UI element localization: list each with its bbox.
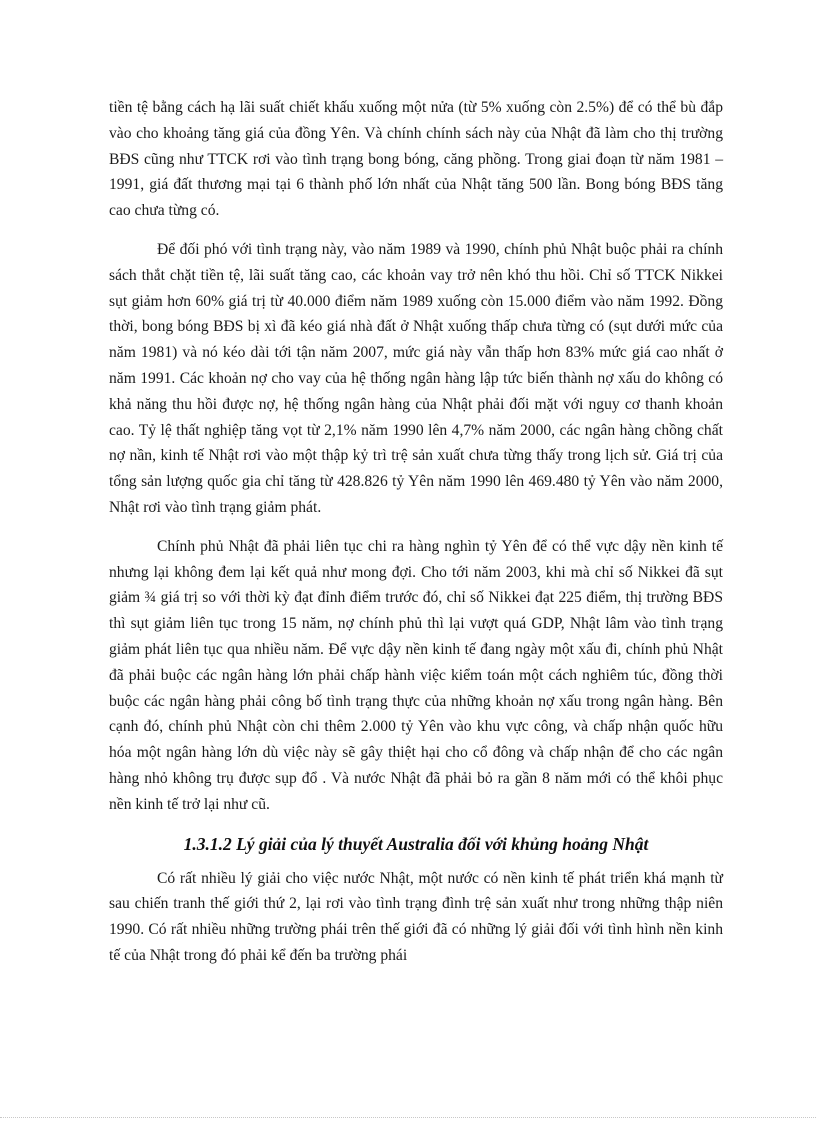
paragraph-explanations: Có rất nhiều lý giải cho việc nước Nhật, một nước có nền kinh tế phát triển khá mạnh từ sau chiến tranh thế giới thứ 2, lại rơi vào tình trạng đình trệ sản xuất như trong những thập niên 1990. Có rất nhiều những trường phái trên thế giới đã có những lý giải đối với tình hình nền kinh tế của Nhật trong đó phải kể đến ba trường phái <box>109 869 723 964</box>
paragraph-policy-response: Để đối phó với tình trạng này, vào năm 1989 và 1990, chính phủ Nhật buộc phải ra chính sách thắt chặt tiền tệ, lãi suất tăng cao, các khoản vay trở nên khó thu hồi. Chỉ số TTCK Nikkei sụt giảm hơn 60% giá trị từ 40.000 điểm năm 1989 xuống còn 15.000 điểm vào năm 1992. Đồng thời, bong bóng BĐS bị xì đã kéo giá nhà đất ở Nhật xuống thấp chưa từng có (sụt dưới mức của năm 1981) và nó kéo dài tới tận năm 2007, mức giá này vẫn thấp hơn 83% mức giá cao nhất ở năm 1991. Các khoản nợ cho vay của hệ thống ngân hàng lập tức biến thành nợ xấu do không có khả năng thu hồi được nợ, hệ thống ngân hàng của Nhật phải đối mặt với nguy cơ thanh khoản cao. Tỷ lệ thất nghiệp tăng vọt từ 2,1% năm 1990 lên 4,7% năm 2000, các ngân hàng chồng chất nợ nần, kinh tế Nhật rơi vào một thập kỷ trì trệ sản xuất chưa từng thấy trong lịch sử. Giá trị của tổng sản lượng quốc gia chỉ tăng từ 428.826 tỷ Yên năm 1990 lên 469.480 tỷ Yên vào năm 2000, Nhật rơi vào tình trạng giảm phát. <box>109 240 723 516</box>
page-body <box>109 95 723 982</box>
section-heading: 1.3.1.2 Lý giải của lý thuyết Australia đối với khủng hoảng Nhật <box>183 833 649 854</box>
page-bottom-divider <box>0 1117 816 1118</box>
paragraph-continuation: tiền tệ bằng cách hạ lãi suất chiết khấu xuống một nửa (từ 5% xuống còn 2.5%) để có thể bù đắp vào cho khoảng tăng giá của đồng Yên. Và chính chính sách này của Nhật đã làm cho thị trường BĐS cũng như TTCK rơi vào tình trạng bong bóng, căng phồng. Trong giai đoạn từ năm 1981 – 1991, giá đất thương mại tại 6 thành phố lớn nhất của Nhật tăng 500 lần. Bong bóng BĐS tăng cao chưa từng có. <box>109 99 723 220</box>
paragraph-government-recovery: Chính phủ Nhật đã phải liên tục chi ra hàng nghìn tỷ Yên để có thể vực dậy nền kinh tế nhưng lại không đem lại kết quả như mong đợi. Cho tới năm 2003, khi mà chỉ số Nikkei đã sụt giảm ¾ giá trị so với thời kỳ đạt đỉnh điểm trước đó, chỉ số Nikkei đạt 225 điểm, thị trường BĐS thì sụt giảm liên tục trong 15 năm, nợ chính phủ thì lại vượt quá GDP, Nhật lâm vào tình trạng giảm phát liên tục qua nhiều năm. Để vực dậy nền kinh tế đang ngày một xấu đi, chính phủ Nhật đã phải buộc các ngân hàng lớn phải chấp hành việc kiểm toán một cách nghiêm túc, đồng thời buộc các ngân hàng phải công bố tình trạng thực của những khoản nợ xấu trong ngân hàng. Bên cạnh đó, chính phủ Nhật còn chi thêm 2.000 tỷ Yên vào khu vực công, và chấp nhận quốc hữu hóa một ngân hàng lớn dù việc này sẽ gây thiệt hại cho cổ đông và chấp nhận để cho các ngân hàng nhỏ không trụ được sụp đổ . Và nước Nhật đã phải bỏ ra gần 8 năm mới có thể khôi phục nền kinh tế trở lại như cũ. <box>109 537 723 813</box>
